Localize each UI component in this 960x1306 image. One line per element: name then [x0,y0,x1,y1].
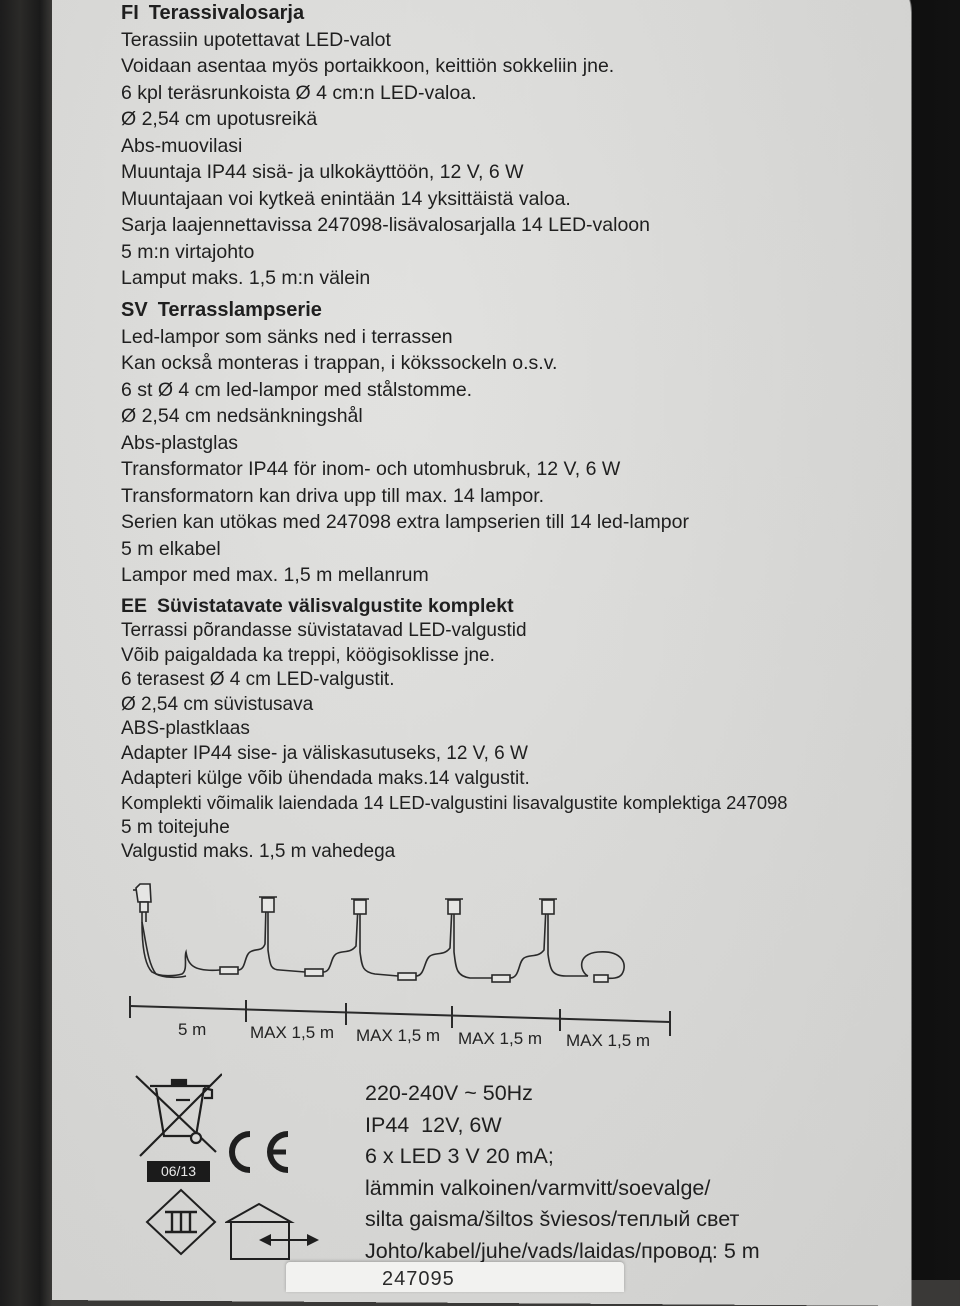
section-heading: Süvistatavate välisvalgustite komplekt [157,595,514,617]
ce-mark-icon [222,1128,294,1176]
text-line: ABS-plastklaas [121,718,250,740]
spec-line-voltage: 220-240V ~ 50Hz [365,1081,533,1105]
text-line: Lamput maks. 1,5 m:n välein [121,267,371,289]
text-line: Ø 2,54 cm nedsänkningshål [121,405,363,427]
spec-line-color-2: silta gaisma/šiltos šviesos/теплый свет [365,1207,740,1231]
language-code: FI [121,2,139,24]
scale-label-max: MAX 1,5 m [356,1026,441,1045]
text-line: Komplekti võimalik laiendada 14 LED-valgustini lisavalgustite komplektiga 247098 [121,792,788,814]
text-line: Adapteri külge võib ühendada maks.14 valgustit. [121,767,530,789]
text-line: Ø 2,54 cm süvistusava [121,693,314,715]
scale-label-max: MAX 1,5 m [566,1031,651,1050]
text-line: Võib paigaldada ka treppi, köögisoklisse jne. [121,644,495,666]
price-sticker [286,1262,624,1292]
text-line: 6 terasest Ø 4 cm LED-valgustit. [121,669,395,691]
text-line: Transformatorn kan driva upp till max. 14 lampor. [121,484,545,507]
text-line: Abs-plastglas [121,431,239,454]
text-line: Ø 2,54 cm upotusreikä [121,108,318,130]
text-line: Adapter IP44 sise- ja väliskasutuseks, 12 V, 6 W [121,742,528,764]
text-line: 5 m elkabel [121,537,221,560]
spec-line-cable: Johto/kabel/juhe/vads/laidas/провод: 5 m [365,1238,760,1263]
electrical-specs [365,1078,760,1267]
indoor-outdoor-house-icon [225,1200,325,1262]
protection-class-iii-icon [145,1188,217,1256]
spec-line-led: 6 x LED 3 V 20 mA; [365,1144,554,1168]
section-title [121,297,689,324]
text-line: Transformator IP44 för inom- och utomhusbruk, 12 V, 6 W [121,458,621,480]
date-code-badge: 06/13 [147,1161,210,1182]
text-line: 5 m:n virtajohto [121,240,255,263]
text-line: Voidaan asentaa myös portaikkoon, keittiön sokkeliin jne. [121,55,615,77]
language-code: SV [121,299,148,321]
power-adapter-icon [133,884,151,922]
text-line: Abs-muovilasi [121,134,243,157]
section-title [121,0,650,27]
section-fi [121,0,650,292]
text-line: Muuntaja IP44 sisä- ja ulkokäyttöön, 12 V, 6 W [121,161,524,183]
wiring-diagram [120,872,720,1062]
language-code: EE [121,595,148,617]
text-line: Lampor med max. 1,5 m mellanrum [121,564,429,586]
text-line: 5 m toitejuhe [121,816,230,838]
spec-line-ip-rating: IP44 12V, 6W [365,1112,502,1137]
scale-label-max: MAX 1,5 m [250,1023,335,1042]
text-line: Terassiin upotettavat LED-valot [121,28,391,51]
text-line: Kan också monteras i trappan, i kökssockeln o.s.v. [121,352,558,374]
sticker-code: 247095 [382,1268,455,1290]
text-line: 6 st Ø 4 cm led-lampor med stålstomme. [121,378,473,401]
section-ee [121,593,788,865]
section-sv [121,297,689,589]
spec-line-color-1: lämmin valkoinen/varmvitt/soevalge/ [365,1175,711,1200]
section-title [121,593,788,619]
text-line: Valgustid maks. 1,5 m vahedega [121,841,396,863]
text-line: Terrassi põrandasse süvistatavad LED-valgustid [121,620,527,641]
section-heading: Terrasslampserie [157,299,322,321]
scale-label-cable: 5 m [178,1020,207,1039]
text-line: 6 kpl teräsrunkoista Ø 4 cm:n LED-valoa. [121,81,477,104]
scale-label-max: MAX 1,5 m [458,1029,543,1048]
text-line: Serien kan utökas med 247098 extra lampserien till 14 led-lampor [121,511,689,533]
text-line: Led-lampor som sänks ned i terrassen [121,325,453,348]
section-heading: Terassivalosarja [148,2,305,24]
weee-bin-icon [132,1070,222,1160]
text-line: Muuntajaan voi kytkeä enintään 14 yksittäistä valoa. [121,187,571,210]
text-line: Sarja laajennettavissa 247098-lisävalosarjalla 14 LED-valoon [121,214,650,236]
